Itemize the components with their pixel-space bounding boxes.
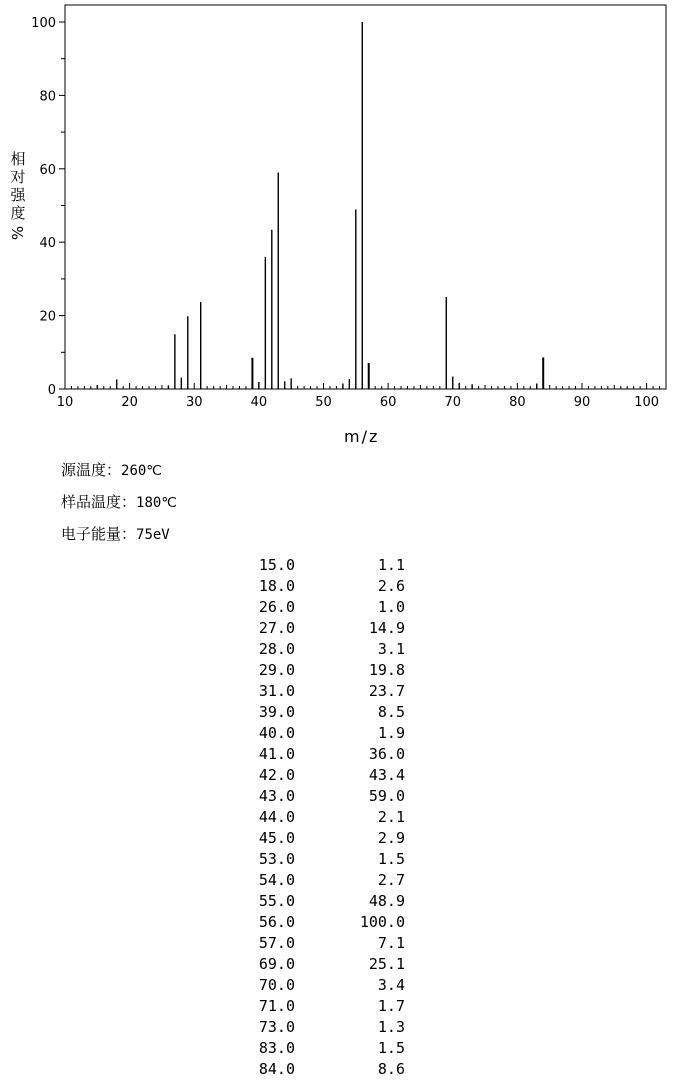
source-temperature — [61, 459, 162, 480]
mz-cell: 15.0 — [258, 556, 295, 574]
spectrum-bars — [97, 22, 543, 389]
intensity-cell: 1.1 — [377, 556, 405, 574]
y-axis-label-char: 强 — [10, 186, 26, 204]
mz-cell: 42.0 — [258, 766, 295, 784]
mz-cell: 53.0 — [258, 850, 295, 868]
x-tick-label: 40 — [250, 395, 268, 410]
mz-cell: 69.0 — [258, 955, 295, 973]
table-row — [230, 786, 430, 807]
plot-frame — [65, 5, 666, 389]
table-row — [230, 1038, 430, 1059]
intensity-cell: 25.1 — [368, 955, 405, 973]
condition-value: 260℃ — [121, 463, 163, 479]
y-tick-label: 0 — [47, 383, 56, 398]
y-axis-label-char: 对 — [10, 168, 26, 186]
mz-cell: 18.0 — [258, 577, 295, 595]
intensity-cell: 43.4 — [368, 766, 405, 784]
mz-cell: 27.0 — [258, 619, 295, 637]
intensity-cell: 23.7 — [368, 682, 405, 700]
mz-cell: 44.0 — [258, 808, 295, 826]
table-row — [230, 723, 430, 744]
y-axis-label-char: 度 — [10, 204, 26, 222]
intensity-cell: 3.4 — [377, 976, 405, 994]
mz-cell: 55.0 — [258, 892, 295, 910]
mass-spectrum-chart — [0, 0, 680, 450]
table-row — [230, 702, 430, 723]
mz-cell: 56.0 — [258, 913, 295, 931]
mz-cell: 40.0 — [258, 724, 295, 742]
x-axis-label: m/z — [344, 427, 380, 446]
table-row — [230, 744, 430, 765]
table-row — [230, 975, 430, 996]
x-tick-label: 50 — [315, 395, 332, 410]
intensity-cell: 100.0 — [359, 913, 405, 931]
condition-label: 源温度： — [61, 461, 122, 479]
table-row — [230, 765, 430, 786]
intensity-cell: 3.1 — [377, 640, 405, 658]
condition-label: 电子能量： — [61, 525, 137, 543]
intensity-cell: 7.1 — [377, 934, 405, 952]
intensity-cell: 1.5 — [377, 850, 405, 868]
y-axis-label — [8, 150, 28, 242]
table-row — [230, 555, 430, 576]
intensity-cell: 59.0 — [368, 787, 405, 805]
mz-cell: 43.0 — [258, 787, 295, 805]
mz-cell: 41.0 — [258, 745, 295, 763]
mz-cell: 39.0 — [258, 703, 295, 721]
x-tick-label: 20 — [121, 395, 138, 410]
table-row — [230, 576, 430, 597]
intensity-cell: 8.5 — [377, 703, 405, 721]
y-axis-label-char: 相 — [10, 150, 26, 168]
mz-cell: 26.0 — [258, 598, 295, 616]
y-tick-label: 60 — [39, 162, 56, 178]
y-tick-label: 20 — [39, 309, 56, 325]
intensity-cell: 1.0 — [377, 598, 405, 616]
intensity-cell: 36.0 — [368, 745, 405, 763]
mz-cell: 31.0 — [258, 682, 295, 700]
mz-cell: 45.0 — [258, 829, 295, 847]
x-tick-label: 80 — [509, 395, 526, 410]
intensity-cell: 14.9 — [368, 619, 405, 637]
table-row — [230, 891, 430, 912]
intensity-cell: 1.9 — [377, 724, 405, 742]
x-tick-label: 100 — [634, 395, 660, 410]
condition-value: 180℃ — [136, 495, 178, 511]
intensity-cell: 2.1 — [377, 808, 405, 826]
table-row — [230, 933, 430, 954]
peak-table — [230, 555, 430, 1080]
mz-cell: 28.0 — [258, 640, 295, 658]
x-tick-label: 60 — [379, 395, 397, 410]
x-tick-label: 90 — [573, 395, 591, 410]
mz-cell: 57.0 — [258, 934, 295, 952]
intensity-cell: 1.7 — [377, 997, 405, 1015]
intensity-cell: 2.7 — [377, 871, 405, 889]
y-axis-unit: % — [9, 225, 27, 241]
table-row — [230, 870, 430, 891]
y-tick-label: 80 — [39, 89, 56, 105]
mz-cell: 83.0 — [258, 1039, 295, 1057]
intensity-cell: 1.5 — [377, 1039, 405, 1057]
table-row — [230, 597, 430, 618]
mz-cell: 54.0 — [258, 871, 295, 889]
table-row — [230, 849, 430, 870]
mz-cell: 70.0 — [258, 976, 295, 994]
table-row — [230, 681, 430, 702]
mz-cell: 29.0 — [258, 661, 295, 679]
condition-label: 样品温度： — [61, 493, 137, 511]
table-row — [230, 828, 430, 849]
y-tick-label: 40 — [39, 236, 56, 252]
intensity-cell: 2.6 — [377, 577, 405, 595]
electron-energy — [61, 523, 170, 544]
x-tick-label: 30 — [185, 395, 203, 410]
sample-temperature — [61, 491, 177, 512]
y-axis — [31, 16, 65, 398]
table-row — [230, 1017, 430, 1038]
table-row — [230, 807, 430, 828]
condition-value: 75eV — [136, 527, 170, 543]
intensity-cell: 48.9 — [368, 892, 405, 910]
intensity-cell: 1.3 — [377, 1018, 405, 1036]
mz-cell: 73.0 — [258, 1018, 295, 1036]
table-row — [230, 618, 430, 639]
x-tick-label: 70 — [444, 395, 462, 410]
table-row — [230, 639, 430, 660]
y-tick-label: 100 — [31, 16, 56, 31]
x-tick-label: 10 — [56, 395, 74, 410]
table-row — [230, 954, 430, 975]
table-row — [230, 912, 430, 933]
intensity-cell: 19.8 — [368, 661, 405, 679]
mz-cell: 84.0 — [258, 1060, 295, 1078]
table-row — [230, 996, 430, 1017]
intensity-cell: 2.9 — [377, 829, 405, 847]
x-axis — [57, 383, 660, 410]
mz-cell: 71.0 — [258, 997, 295, 1015]
table-row — [230, 660, 430, 681]
intensity-cell: 8.6 — [377, 1060, 405, 1078]
